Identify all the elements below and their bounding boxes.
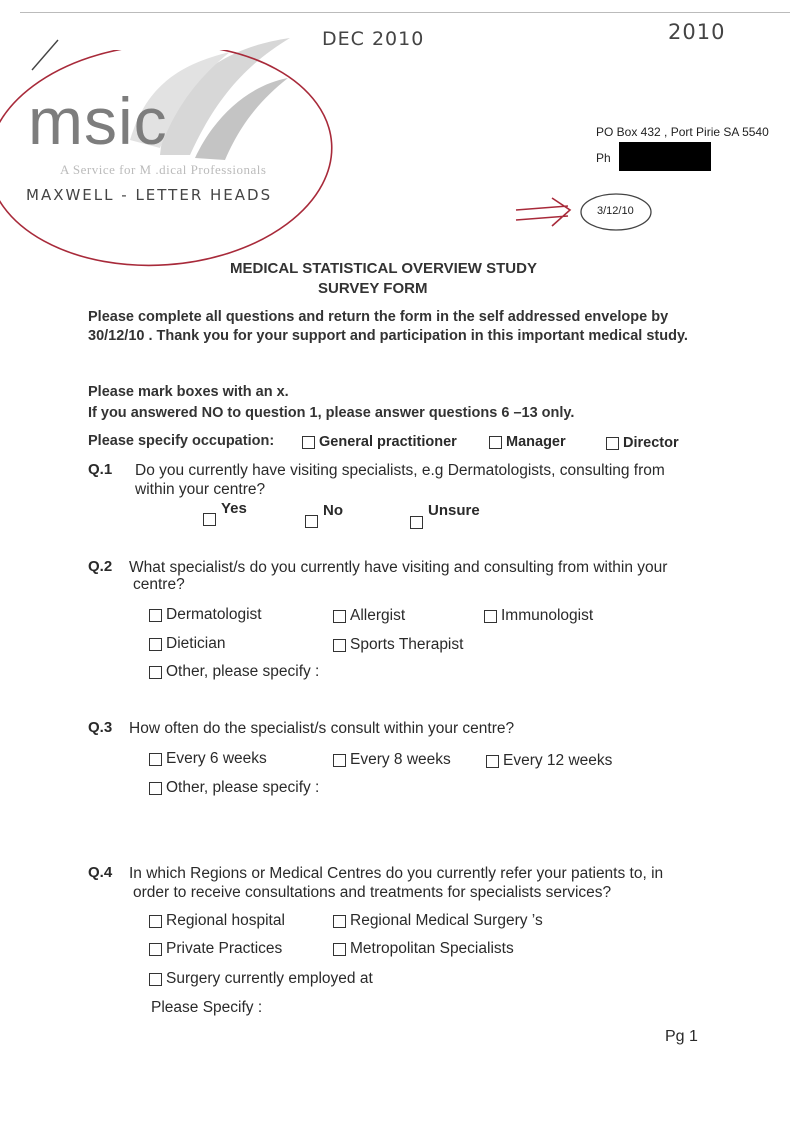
q3-text-line-1: How often do the specialist/s consult within your centre? (129, 720, 515, 737)
handwritten-letterhead-note: MAXWELL - LETTER HEADS (26, 186, 273, 204)
option-label: Every 8 weeks (350, 751, 451, 768)
checkbox[interactable] (149, 638, 162, 651)
q2-text-line-1: What specialist/s do you currently have visiting and consulting from within your (129, 559, 668, 576)
checkbox[interactable] (149, 973, 162, 986)
q1-text-line-1: Do you currently have visiting specialists, e.g Dermatologists, consulting from (135, 462, 665, 479)
option-label: Regional Medical Surgery ’s (350, 912, 543, 929)
redacted-phone (619, 142, 711, 171)
q4-option-regional-hospital (149, 912, 285, 930)
option-label: Other, please specify : (166, 779, 320, 796)
option-label: Other, please specify : (166, 663, 320, 680)
checkbox[interactable] (149, 609, 162, 622)
option-label: Immunologist (501, 607, 594, 624)
red-arrow-icon (512, 196, 574, 232)
occupation-label: Please specify occupation: (88, 433, 275, 449)
q1-no-checkbox[interactable] (305, 515, 318, 528)
instruction-line-1: Please mark boxes with an x. (88, 384, 289, 400)
checkbox[interactable] (149, 753, 162, 766)
q2-option-dietician (149, 635, 225, 653)
handwritten-date: DEC 2010 (322, 28, 425, 50)
checkbox[interactable] (149, 666, 162, 679)
q1-no-label: No (323, 502, 343, 519)
checkbox[interactable] (149, 782, 162, 795)
occupation-gp (302, 434, 457, 450)
q3-number: Q.3 (88, 719, 113, 736)
q2-number: Q.2 (88, 558, 113, 575)
q2-option-immunologist (484, 607, 593, 625)
q1-yes-label: Yes (221, 500, 247, 517)
option-label: Allergist (350, 607, 406, 624)
q4-option-regional-medical-surgery (333, 912, 543, 930)
option-label: Surgery currently employed at (166, 970, 373, 987)
q4-text-line-2: order to receive consultations and treatments for specialists services? (133, 884, 612, 901)
q4-option-metropolitan-specialists (333, 940, 514, 958)
option-label: Manager (506, 434, 566, 450)
logo-tagline: A Service for M .dical Professionals (60, 162, 267, 177)
q4-number: Q.4 (88, 864, 113, 881)
checkbox[interactable] (302, 436, 315, 449)
q1-unsure-checkbox[interactable] (410, 516, 423, 529)
option-label: Metropolitan Specialists (350, 940, 514, 957)
q3-option-other (149, 779, 319, 797)
checkbox[interactable] (149, 943, 162, 956)
checkbox[interactable] (486, 755, 499, 768)
checkbox[interactable] (333, 639, 346, 652)
checkbox[interactable] (149, 915, 162, 928)
option-label: Every 12 weeks (503, 752, 613, 769)
q4-option-surgery-employed (149, 970, 373, 988)
handwritten-year: 2010 (668, 20, 726, 44)
q2-option-dermatologist (149, 606, 262, 624)
address: PO Box 432 , Port Pirie SA 5540 (596, 125, 769, 139)
q2-option-other (149, 663, 319, 681)
checkbox[interactable] (489, 436, 502, 449)
q4-option-private-practices (149, 940, 282, 958)
checkbox[interactable] (333, 754, 346, 767)
phone-label: Ph (596, 151, 611, 165)
q2-text-line-2: centre? (133, 576, 185, 593)
q1-yes-checkbox[interactable] (203, 513, 216, 526)
intro-line-2: 30/12/10 . Thank you for your support and participation in this important medical study. (88, 328, 688, 344)
red-circle-mark (0, 50, 340, 280)
checkbox[interactable] (484, 610, 497, 623)
q4-text-line-1: In which Regions or Medical Centres do you currently refer your patients to, in (129, 865, 664, 882)
q3-option-6-weeks (149, 750, 267, 768)
q2-option-allergist (333, 607, 405, 625)
intro-line-1: Please complete all questions and return the form in the self addressed envelope by (88, 309, 669, 325)
q1-unsure-label: Unsure (428, 502, 480, 519)
page-number: Pg 1 (665, 1028, 698, 1045)
instruction-line-2: If you answered NO to question 1, please answer questions 6 –13 only. (88, 405, 575, 421)
checkbox[interactable] (606, 437, 619, 450)
option-label: Dietician (166, 635, 226, 652)
logo: msic (28, 84, 168, 158)
q1-text-line-2: within your centre? (135, 481, 266, 498)
occupation-director (606, 435, 679, 451)
option-label: General practitioner (319, 434, 457, 450)
q3-option-8-weeks (333, 751, 451, 769)
option-label: Regional hospital (166, 912, 285, 929)
page-title: MEDICAL STATISTICAL OVERVIEW STUDY (230, 260, 537, 277)
checkbox[interactable] (333, 610, 346, 623)
q1-number: Q.1 (88, 461, 113, 478)
q4-specify-label: Please Specify : (151, 999, 263, 1016)
top-rule (20, 12, 790, 13)
option-label: Dermatologist (166, 606, 262, 623)
option-label: Sports Therapist (350, 636, 464, 653)
checkbox[interactable] (333, 943, 346, 956)
option-label: Every 6 weeks (166, 750, 267, 767)
page-subtitle: SURVEY FORM (318, 280, 428, 297)
received-date: 3/12/10 (597, 205, 634, 217)
q2-option-sports-therapist (333, 636, 463, 654)
option-label: Director (623, 435, 679, 451)
checkbox[interactable] (333, 915, 346, 928)
q3-option-12-weeks (486, 752, 612, 770)
option-label: Private Practices (166, 940, 283, 957)
occupation-manager (489, 434, 566, 450)
